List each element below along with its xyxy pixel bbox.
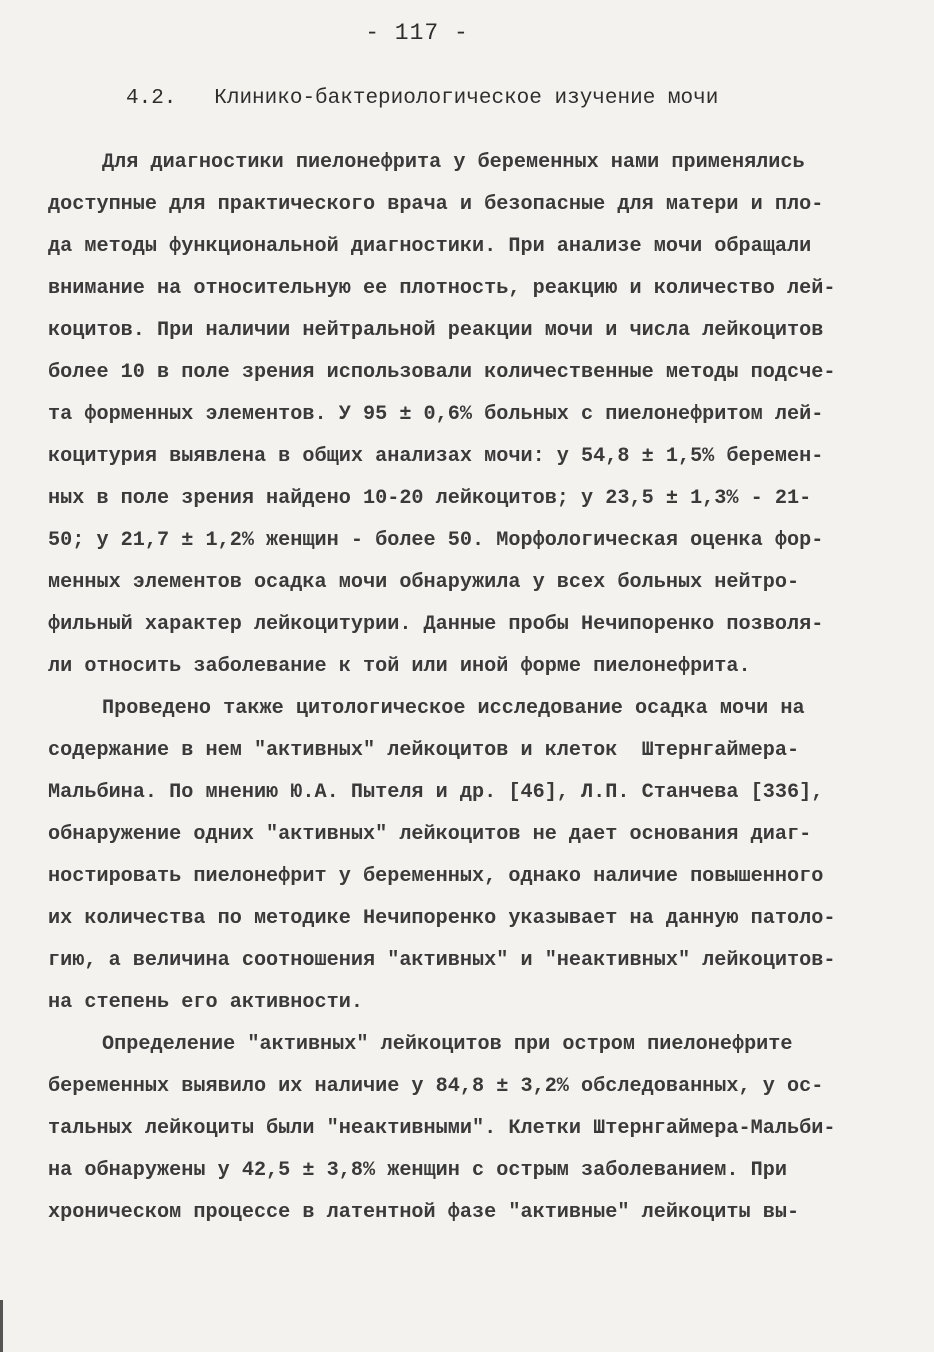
text-line: менных элементов осадка мочи обнаружила у всех больных нейтро- [48,571,800,594]
scan-edge-mark [0,1300,3,1352]
text-line: ли относить заболевание к той или иной форме пиелонефрита. [48,655,751,678]
text-line: доступные для практического врача и безопасные для матери и пло- [48,193,824,216]
page-number: - 117 - [365,20,469,46]
text-line: хроническом процессе в латентной фазе "активные" лейкоциты вы- [48,1201,800,1224]
text-line: беременных выявило их наличие у 84,8 ± 3,2% обследованных, у ос- [48,1075,824,1098]
text-line: гию, а величина соотношения "активных" и "неактивных" лейкоцитов- [48,949,836,972]
text-line: 50; у 21,7 ± 1,2% женщин - более 50. Морфологическая оценка фор- [48,529,824,552]
text-line: Проведено также цитологическое исследование осадка мочи на [102,697,805,720]
body-text [48,142,893,1234]
text-line: да методы функциональной диагностики. При анализе мочи обращали [48,235,812,258]
text-line: коцитурия выявлена в общих анализах мочи: у 54,8 ± 1,5% беремен- [48,445,824,468]
section-number: 4.2. [126,87,177,110]
section-title: Клинико-бактериологическое изучение мочи [214,87,719,110]
text-line: фильный характер лейкоцитурии. Данные пробы Нечипоренко позволя- [48,613,824,636]
text-line: тальных лейкоциты были "неактивными". Клетки Штернгаймера-Мальби- [48,1117,836,1140]
text-line: коцитов. При наличии нейтральной реакции мочи и числа лейкоцитов [48,319,824,342]
text-line: содержание в нем "активных" лейкоцитов и клеток Штернгаймера- [48,739,800,762]
text-line: та форменных элементов. У 95 ± 0,6% больных с пиелонефритом лей- [48,403,824,426]
paragraph-3 [48,1024,893,1234]
text-line: обнаружение одних "активных" лейкоцитов не дает основания диаг- [48,823,812,846]
text-line: Мальбина. По мнению Ю.А. Пытеля и др. [46], Л.П. Станчева [336], [48,781,824,804]
section-heading [126,87,718,110]
text-line: на степень его активности. [48,991,363,1014]
text-line: внимание на относительную ее плотность, реакцию и количество лей- [48,277,836,300]
text-line: ностировать пиелонефрит у беременных, однако наличие повышенного [48,865,824,888]
text-line: Определение "активных" лейкоцитов при остром пиелонефрите [102,1033,793,1056]
text-line: на обнаружены у 42,5 ± 3,8% женщин с острым заболеванием. При [48,1159,787,1182]
text-line: более 10 в поле зрения использовали количественные методы подсче- [48,361,836,384]
text-line: их количества по методике Нечипоренко указывает на данную патоло- [48,907,836,930]
text-line: ных в поле зрения найдено 10-20 лейкоцитов; у 23,5 ± 1,3% - 21- [48,487,812,510]
text-line: Для диагностики пиелонефрита у беременных нами применялись [102,151,805,174]
paragraph-1 [48,142,893,688]
paragraph-2 [48,688,893,1024]
